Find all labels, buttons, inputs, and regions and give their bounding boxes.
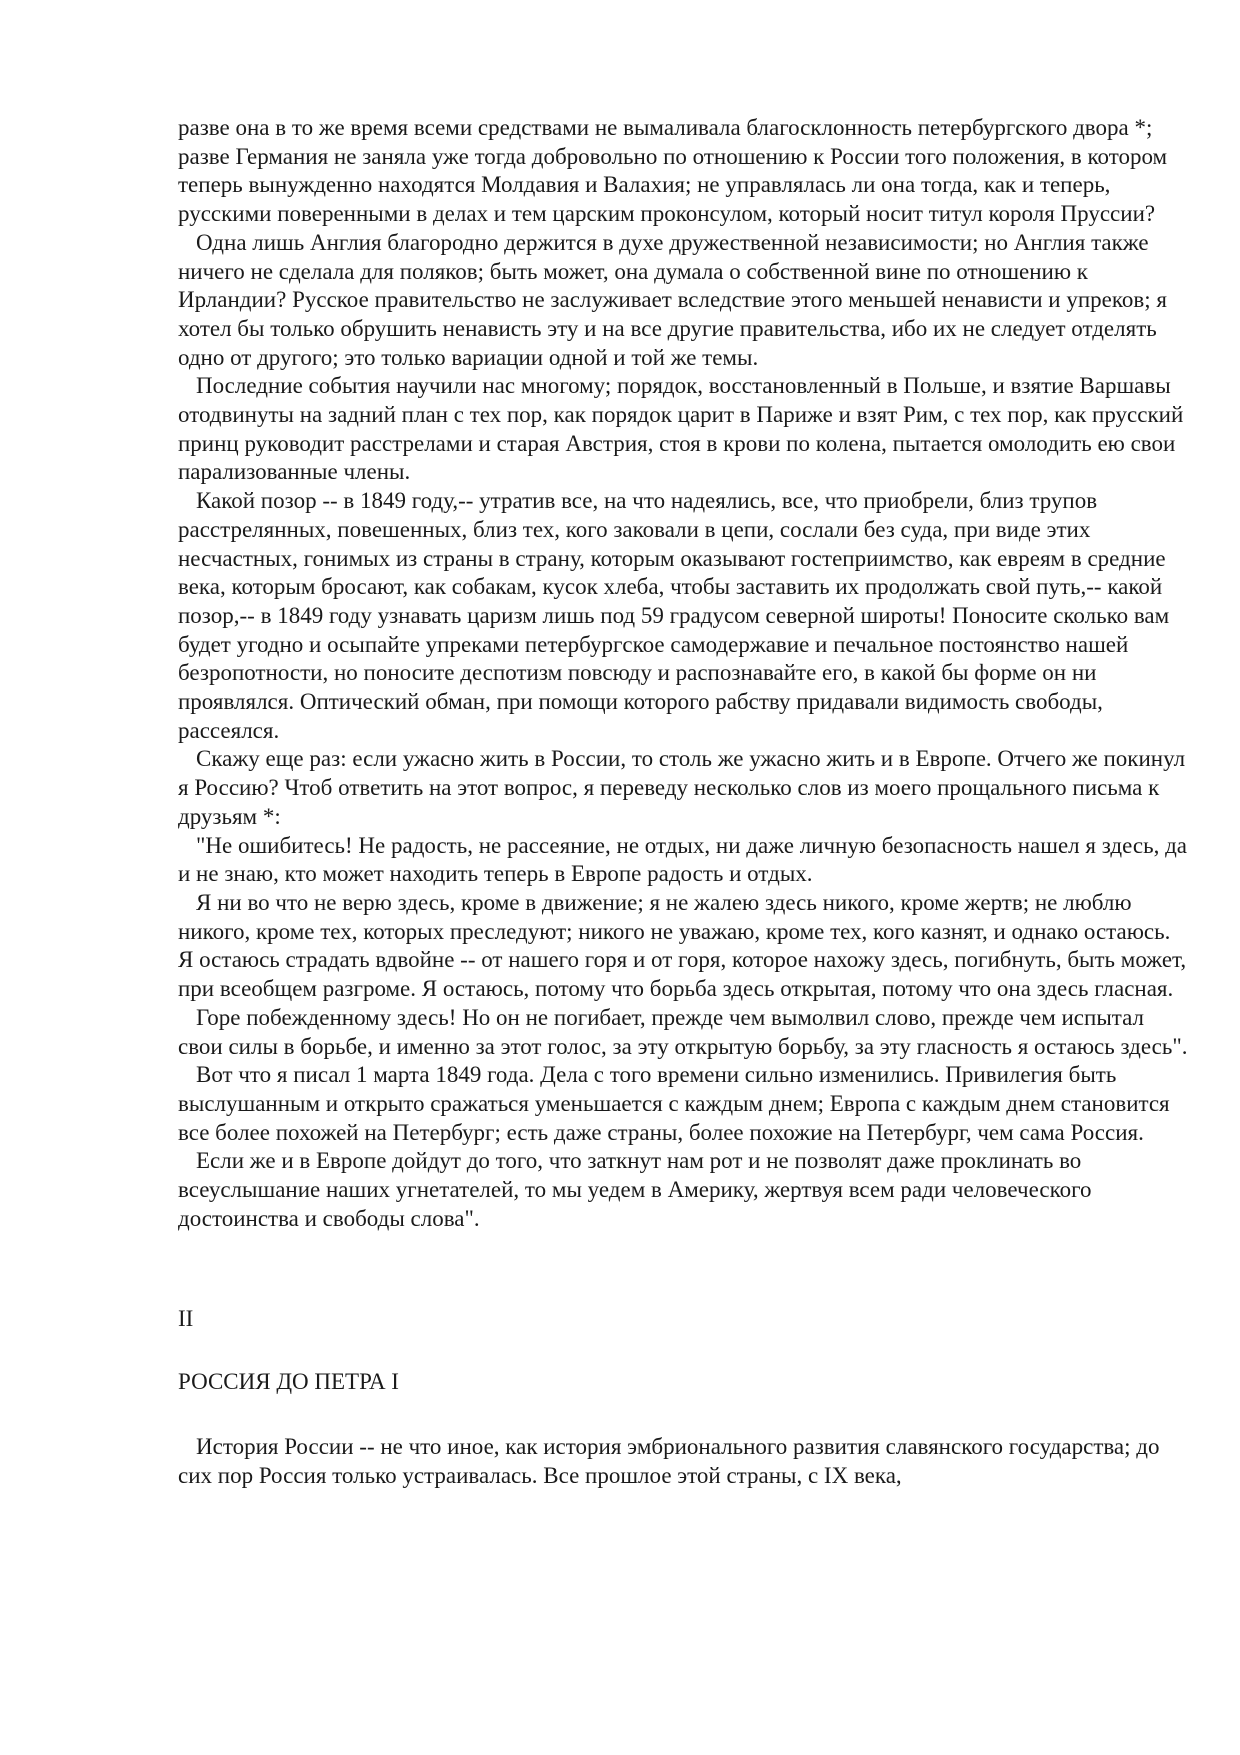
section-gap (178, 1233, 1188, 1305)
paragraph-11: История России -- не что иное, как история эмбрионального развития славянского государства; до сих пор Россия только устраивалась. Все прошлое этой страны, с IX века, (178, 1433, 1160, 1488)
paragraph-7: Я ни во что не верю здесь, кроме в движение; я не жалею здесь никого, кроме жертв; не люблю никого, кроме тех, которых преследуют; никого не уважаю, кроме тех, кого казнят, и однако остаюсь. Я остаюсь страдать вдвойне -- от нашего горя и от горя, которое нахожу здесь, погибнуть, быть может, при всеобщем разгроме. Я остаюсь, потому что борьба здесь открытая, потому что она здесь гласная. (178, 889, 1187, 1002)
paragraph-3: Последние события научили нас многому; порядок, восстановленный в Польше, и взятие Варшавы отодвинуты на задний план с тех пор, как порядок царит в Париже и взят Рим, с тех пор, как прусский принц руководит расстрелами и старая Австрия, стоя в крови по колена, пытается омолодить ею свои парализованные члены. (178, 373, 1184, 485)
chapter-number: II (178, 1306, 194, 1332)
document-page (178, 114, 1188, 1490)
paragraph-10: Если же и в Европе дойдут до того, что заткнут нам рот и не позволят даже проклинать во всеуслышание наших угнетателей, то мы уедем в Америку, жертвуя всем ради человеческого достоинства и свободы слова". (178, 1148, 1092, 1231)
heading-gap (178, 1334, 1188, 1368)
chapter-title: РОССИЯ ДО ПЕТРА I (178, 1369, 399, 1395)
paragraph-8: Горе побежденному здесь! Но он не погибает, прежде чем вымолвил слово, прежде чем испытал свои силы в борьбе, и именно за этот голос, за эту открытую борьбу, за эту гласность я остаюсь здесь". (178, 1004, 1188, 1059)
paragraph-9: Вот что я писал 1 марта 1849 года. Дела с того времени сильно изменились. Привилегия быть выслушанным и открыто сражаться уменьшается с каждым днем; Европа с каждым днем становится все более похожей на Петербург; есть даже страны, более похожие на Петербург, чем сама Россия. (178, 1062, 1170, 1145)
paragraph-1: разве она в то же время всеми средствами не вымаливала благосклонность петербургского двора *; разве Германия не заняла уже тогда добровольно по отношению к России того положения, в котором теперь вынужденно находятся Молдавия и Валахия; не управлялась ли она тогда, как и теперь, русскими поверенными в делах и тем царским проконсулом, который носит титул короля Пруссии? (178, 115, 1168, 227)
paragraph-5: Скажу еще раз: если ужасно жить в России, то столь же ужасно жить и в Европе. Отчего же покинул я Россию? Чтоб ответить на этот вопрос, я переведу несколько слов из моего прощального письма к друзьям *: (178, 746, 1186, 829)
paragraph-2: Одна лишь Англия благородно держится в духе дружественной независимости; но Англия также ничего не сделала для поляков; быть может, она думала о собственной вине по отношению к Ирландии? Русское правительство не заслуживает вследствие этого меньшей ненависти и упреков; я хотел бы только обрушить ненависть эту и на все другие правительства, ибо их не следует отделять одно от другого; это только вариации одной и той же темы. (178, 229, 1167, 370)
paragraph-4: Какой позор -- в 1849 году,-- утратив все, на что надеялись, все, что приобрели, близ трупов расстрелянных, повешенных, близ тех, кого заковали в цепи, сослали без суда, при виде этих несчастных, гонимых из страны в страну, которым оказывают гостеприимство, как евреям в средние века, которым бросают, как собакам, кусок хлеба, чтобы заставить их продолжать свой путь,-- какой позор,-- в 1849 году узнавать царизм лишь под 59 градусом северной широты! Поносите сколько вам будет угодно и осыпайте упреками петербургское самодержавие и печальное постоянство нашей безропотности, но поносите деспотизм повсюду и распознавайте его, в какой бы форме он ни проявлялся. Оптический обман, при помощи которого рабству придавали видимость свободы, рассеялся. (178, 488, 1170, 743)
title-gap (178, 1397, 1188, 1433)
paragraph-6: "Не ошибитесь! Не радость, не рассеяние, не отдых, ни даже личную безопасность нашел я здесь, да и не знаю, кто может находить теперь в Европе радость и отдых. (178, 832, 1187, 887)
